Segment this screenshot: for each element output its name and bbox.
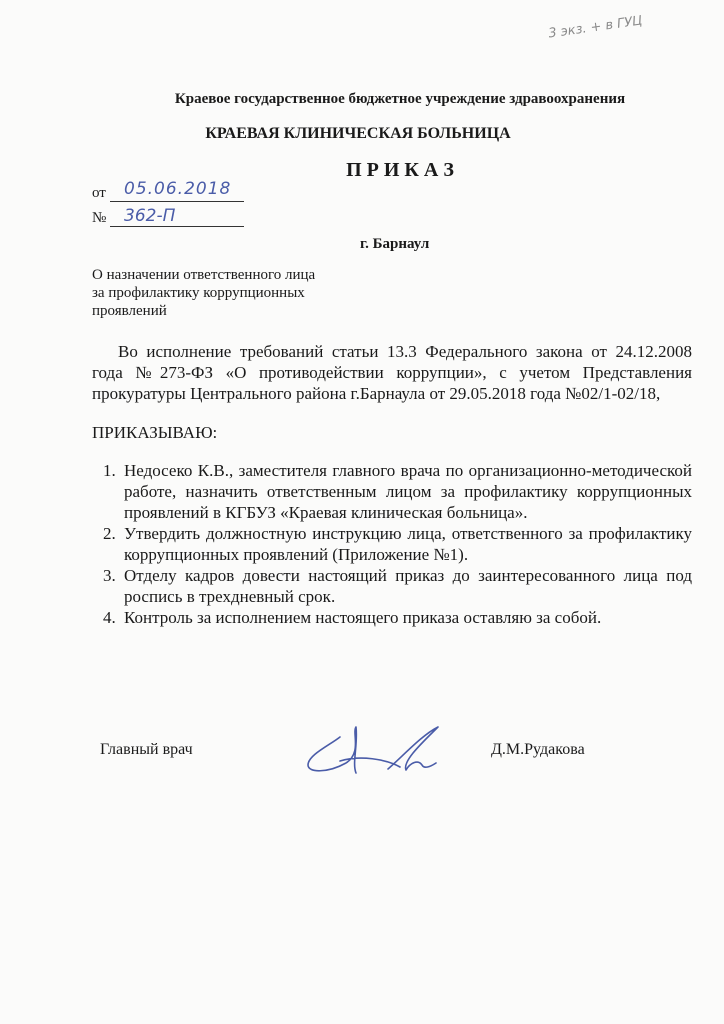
org-name: Краевое государственное бюджетное учреждение здравоохранения (174, 91, 626, 107)
org-title: КРАЕВАЯ КЛИНИЧЕСКАЯ БОЛЬНИЦА (205, 125, 511, 142)
signer-name: Д.М.Рудакова (491, 741, 585, 758)
subject-line: О назначении ответственного лица (92, 267, 316, 283)
city: г. Барнаул (360, 236, 430, 252)
corner-handwritten-note: 3 экз. + в ГУЦ (547, 13, 644, 42)
document-type: П Р И К А З (346, 159, 454, 181)
order-item: 1. Недосеко К.В., заместителя главного врача по организационно-методической работе, назначить ответственным лицом за профилактику коррупционных проявлений в КГБУЗ «Краевая клиническая больница». (120, 460, 692, 523)
subject-block (92, 266, 352, 320)
number-value: 362-П (124, 206, 176, 226)
order-word: ПРИКАЗЫВАЮ: (92, 423, 218, 442)
preamble-paragraph: Во исполнение требований статьи 13.3 Федерального закона от 24.12.2008 года №273-ФЗ «О противодействии коррупции», с учетом Представления прокуратуры Центрального района г.Барнаула от 29.05.2018 года №02/1-02/18, (92, 342, 692, 403)
signature-image (300, 715, 450, 780)
number-line (110, 207, 244, 227)
order-item: 4. Контроль за исполнением настоящего приказа оставляю за собой. (120, 607, 692, 628)
order-item: 3. Отделу кадров довести настоящий приказ до заинтересованного лица под роспись в трехдневный срок. (120, 565, 692, 607)
date-label: от (92, 185, 106, 201)
number-label: № (92, 210, 107, 226)
subject-line: за профилактику коррупционных (92, 285, 305, 301)
order-items (96, 460, 692, 628)
subject-line: проявлений (92, 303, 167, 319)
order-item: 2. Утвердить должностную инструкцию лица, ответственного за профилактику коррупционных проявлений (Приложение №1). (120, 523, 692, 565)
date-line (110, 179, 244, 202)
date-value: 05.06.2018 (124, 179, 232, 199)
signer-position: Главный врач (100, 741, 193, 758)
